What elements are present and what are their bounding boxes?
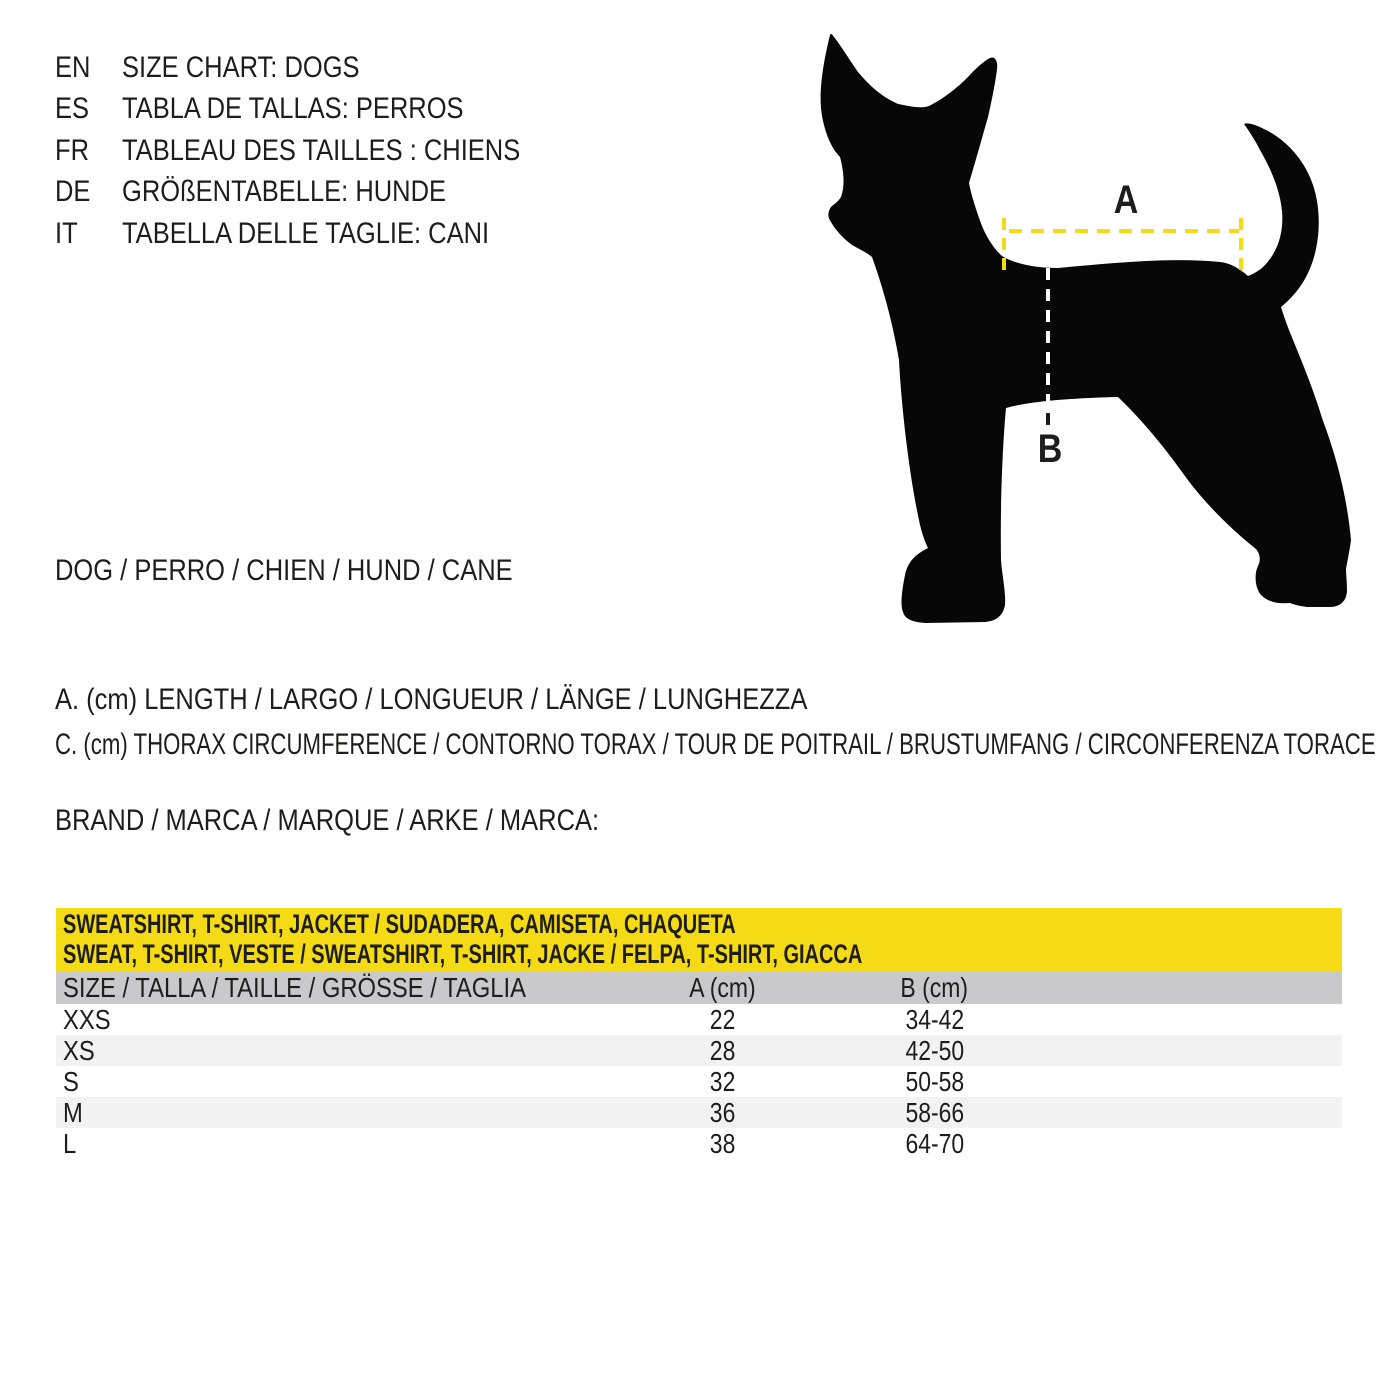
title-row-it	[55, 213, 591, 254]
a-cell: 22	[709, 1004, 735, 1035]
title-row-de	[55, 171, 591, 212]
column-header-a: A (cm)	[688, 972, 756, 1003]
b-cell: 64-70	[904, 1128, 964, 1159]
title-row-fr	[55, 130, 591, 171]
table-row-m	[56, 1097, 1342, 1128]
title-text: TABLEAU DES TAILLES : CHIENS	[122, 133, 521, 167]
title-text: GRÖßENTABELLE: HUNDE	[122, 175, 447, 209]
language-title-block	[55, 47, 591, 254]
measure-legend-length: A. (cm) LENGTH / LARGO / LONGUEUR / LÄNGE / LUNGHEZZA	[55, 683, 808, 716]
table-row-l	[56, 1128, 1342, 1159]
dog-silhouette-icon	[810, 20, 1400, 630]
a-cell: 36	[709, 1097, 735, 1128]
table-row-xxs	[56, 1004, 1342, 1035]
table-row-xs	[56, 1035, 1342, 1066]
title-text: SIZE CHART: DOGS	[122, 51, 360, 84]
lang-code: FR	[55, 133, 89, 167]
size-cell: XXS	[63, 1004, 111, 1035]
size-cell: L	[63, 1128, 77, 1159]
garment-type-line-2: SWEAT, T-SHIRT, VESTE / SWEATSHIRT, T-SHIRT, JACKE / FELPA, T-SHIRT, GIACCA	[63, 939, 863, 969]
size-table-header-row	[56, 972, 1342, 1004]
lang-code: IT	[55, 216, 78, 250]
b-cell: 50-58	[904, 1066, 964, 1097]
garment-type-band	[56, 908, 1342, 972]
a-cell: 38	[709, 1128, 735, 1159]
table-row-s	[56, 1066, 1342, 1097]
lang-code: DE	[55, 175, 91, 209]
column-header-size: SIZE / TALLA / TAILLE / GRÖSSE / TAGLIA	[63, 972, 526, 1003]
garment-type-line-1: SWEATSHIRT, T-SHIRT, JACKET / SUDADERA, CAMISETA, CHAQUETA	[63, 909, 736, 939]
a-cell: 28	[709, 1035, 735, 1066]
measure-label-b: B	[1037, 427, 1063, 471]
title-text: TABLA DE TALLAS: PERROS	[122, 92, 464, 126]
size-cell: M	[63, 1097, 83, 1128]
a-cell: 32	[709, 1066, 735, 1097]
size-cell: XS	[63, 1035, 95, 1066]
title-row-en	[55, 47, 591, 88]
title-text: TABELLA DELLE TAGLIE: CANI	[122, 216, 490, 250]
lang-code: ES	[55, 92, 90, 126]
animal-caption: DOG / PERRO / CHIEN / HUND / CANE	[55, 554, 513, 587]
b-cell: 34-42	[904, 1004, 964, 1035]
size-table	[56, 908, 1342, 1159]
measure-label-a: A	[1113, 178, 1139, 222]
title-row-es	[55, 88, 591, 129]
column-header-b: B (cm)	[900, 972, 969, 1003]
b-cell: 42-50	[904, 1035, 964, 1066]
lang-code: EN	[55, 51, 91, 84]
dog-measurement-figure	[810, 20, 1400, 630]
brand-line: BRAND / MARCA / MARQUE / ARKE / MARCA:	[55, 804, 600, 837]
measure-legend	[55, 677, 1400, 767]
b-cell: 58-66	[904, 1097, 964, 1128]
size-cell: S	[63, 1066, 79, 1097]
measure-legend-thorax: C. (cm) THORAX CIRCUMFERENCE / CONTORNO TORAX / TOUR DE POITRAIL / BRUSTUMFANG / CIRCONFERENZA TORACE	[55, 728, 1376, 761]
